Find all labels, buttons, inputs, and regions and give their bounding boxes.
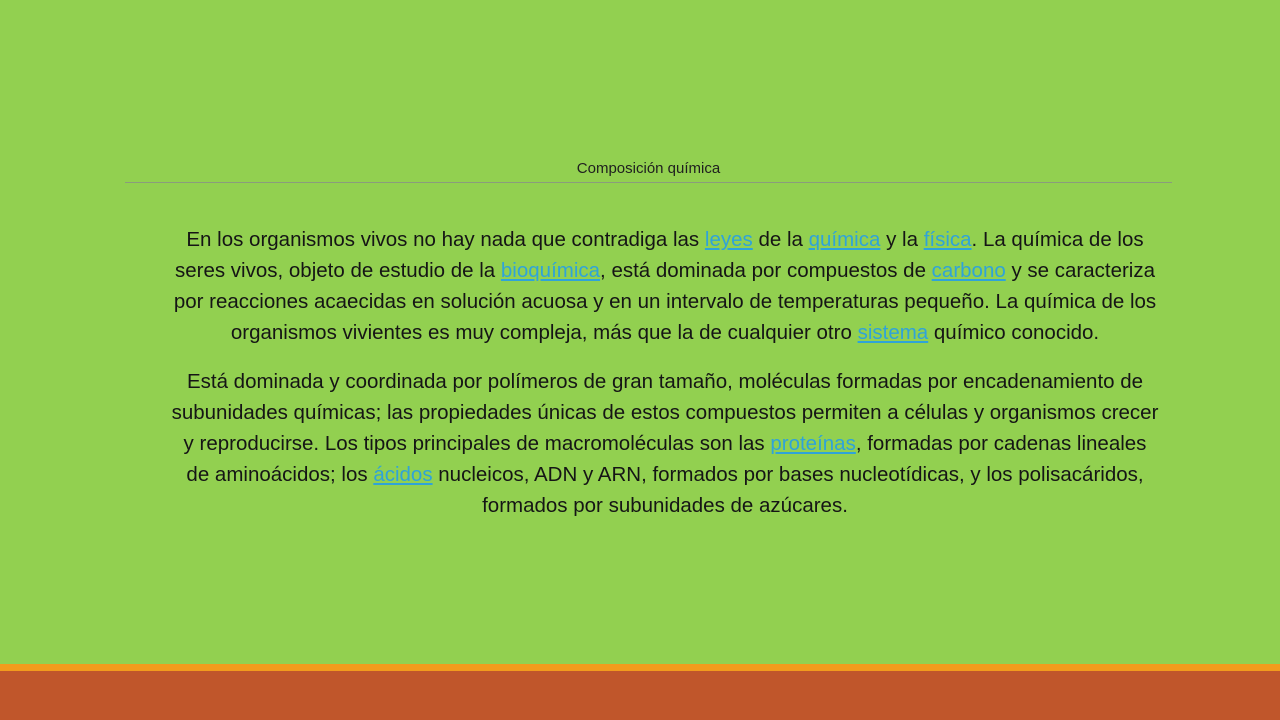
p1-text-2: de la: [752, 228, 809, 251]
p1-text-4: . La química de los seres vivos, objeto de estudio de la: [174, 228, 1144, 282]
link-proteinas[interactable]: proteínas: [770, 432, 856, 455]
slide-body: [170, 224, 1160, 521]
link-sistema[interactable]: sistema: [857, 321, 929, 344]
link-quimica[interactable]: química: [808, 228, 881, 251]
slide-title: Composición química: [576, 160, 721, 177]
p1-text-3: y la: [880, 228, 924, 251]
p2-text-1: Está dominada y coordinada por polímeros de gran tamaño, moléculas formadas por encadenamiento de subunidades químicas; las propiedades únicas de estos compuestos permiten a células y organismos crecer y reproducirse. Los tipos principales de macromoléculas son las: [171, 370, 1159, 455]
bottom-band: [0, 671, 1280, 720]
paragraph-2: [170, 366, 1160, 521]
p1-text-7: químico conocido.: [928, 321, 1100, 344]
p1-text-5: , está dominada por compuestos de: [600, 259, 932, 282]
link-acidos[interactable]: ácidos: [373, 463, 433, 486]
p2-text-3: nucleicos, ADN y ARN, formados por bases nucleotídicas, y los polisacáridos, formados por subunidades de azúcares.: [432, 463, 1144, 517]
link-fisica[interactable]: física: [923, 228, 972, 251]
link-bioquimica[interactable]: bioquímica: [500, 259, 601, 282]
link-leyes[interactable]: leyes: [704, 228, 753, 251]
p1-text-1: En los organismos vivos no hay nada que contradiga las: [186, 228, 705, 251]
p1-text-6: y se caracteriza por reacciones acaecidas en solución acuosa y en un intervalo de temperaturas pequeño. La química de los organismos vivientes es muy compleja, más que la de cualquier otro: [173, 259, 1157, 344]
p2-text-2: , formadas por cadenas lineales de aminoácidos; los: [186, 432, 1147, 486]
title-divider: [125, 182, 1172, 183]
link-carbono[interactable]: carbono: [931, 259, 1006, 282]
paragraph-1: [170, 224, 1160, 348]
accent-stripe: [0, 664, 1280, 671]
